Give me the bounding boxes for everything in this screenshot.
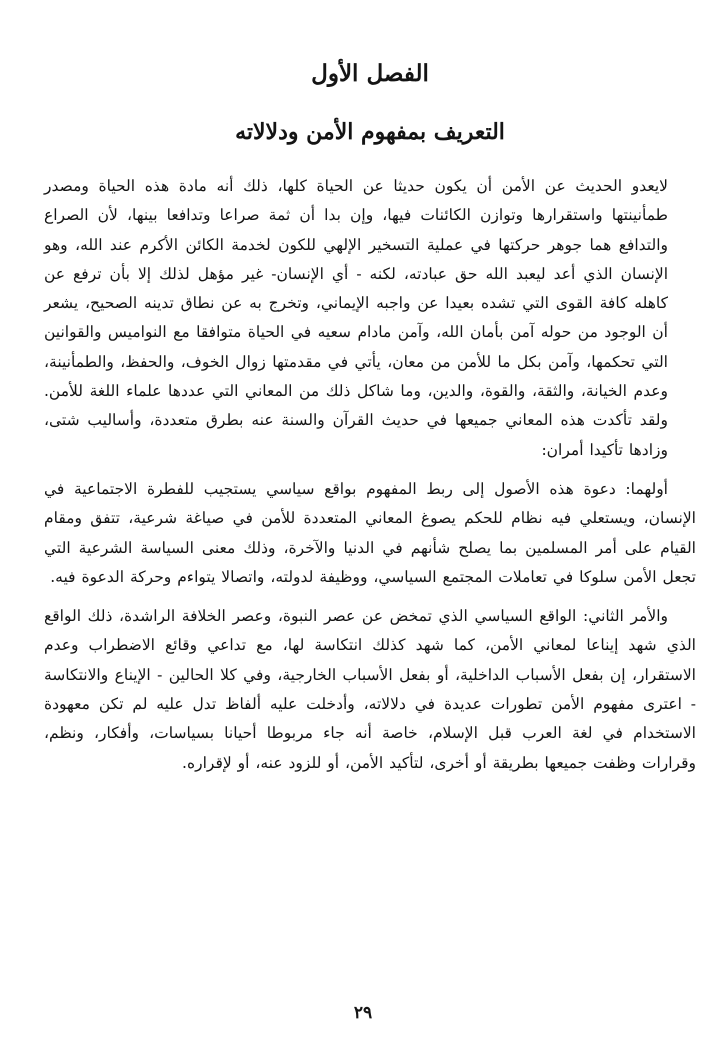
paragraph-first-matter: أولهما: دعوة هذه الأصول إلى ربط المفهوم بواقع سياسي يستجيب للفطرة الاجتماعية في الإنسان، ويستعلي فيه نظام للحكم يصوغ المعاني المتعددة للأمن في صياغة شرعية، تتفق ومقام القيام على أمر المسلمين بما يصلح شأنهم في الدنيا والآخرة، وذلك معنى السياسة الشرعية التي تجعل الأمن سلوكا في تعاملات المجتمع السياسي، ووظيفة لدولته، واتصالا يتواءم وحركة الدعوة فيه. xyxy=(44,479,696,586)
paragraph-intro: لايعدو الحديث عن الأمن أن يكون حديثا عن الحياة كلها، ذلك أنه مادة هذه الحياة ومصدر طمأنينتها واستقرارها وتوازن الكائنات فيها، وإن بدا أن ثمة صراعا وتدافعا بينها، لأن الصراع والتدافع هما جوهر حركتها في عملية التسخير الإلهي للكون لخدمة الكائن الأكرم عند الله، وهو الإنسان الذي أعد ليعبد الله حق عبادته، لكنه - أي الإنسان- غير مؤهل لذلك إلا بأن ترفع عن كاهله كافة القوى التي تشده بعيدا عن واجبه الإيماني، وتخرج به عن نطاق تدينه الصحيح، يشعر أن الوجود من حوله آمن بأمان الله، وآمن مادام سعيه في الحياة متوافقا مع النواميس والقوانين التي تحكمها، وآمن بكل ما للأمن من معان، يأتي في مقدمتها زوال الخوف، والحفظ، والطمأنينة، وعدم الخيانة، والثقة، والقوة، والدين، وما شاكل ذلك من المعاني التي عددها علماء اللغة للأمن. ولقد تأكدت هذه المعاني جميعها في حديث القرآن والسنة عنه بطرق متعددة، وأساليب شتى، وزادها تأكيدا أمران: xyxy=(44,177,668,459)
page-number: ٢٩ xyxy=(353,1003,373,1023)
chapter-title: الفصل الأول xyxy=(311,60,429,87)
section-title: التعريف بمفهوم الأمن ودلالاته xyxy=(235,119,505,145)
paragraph-second-matter: والأمر الثاني: الواقع السياسي الذي تمخض عن عصر النبوة، وعصر الخلافة الراشدة، ذلك الواقع الذي شهد إيناعا لمعاني الأمن، كما شهد كذلك انتكاسة لها، مع تداعي وقائع الاضطراب وعدم الاستقرار، إن بفعل الأسباب الداخلية، أو بفعل الأسباب الخارجية، وفي كلا الحالين - الإيناع والانتكاسة - اعترى مفهوم الأمن تطورات عديدة في دلالاته، وأدخلت عليه ألفاظ تدل عليه لم تكن معهودة الاستخدام في لغة العرب قبل الإسلام، خاصة أنه جاء مربوطا أحيانا بسياسات، وأفكار، ونظم، وقرارات وظفت جميعها بطريقة أو أخرى، لتأكيد الأمن، أو للزود عنه، أو لإقراره. xyxy=(44,607,696,772)
